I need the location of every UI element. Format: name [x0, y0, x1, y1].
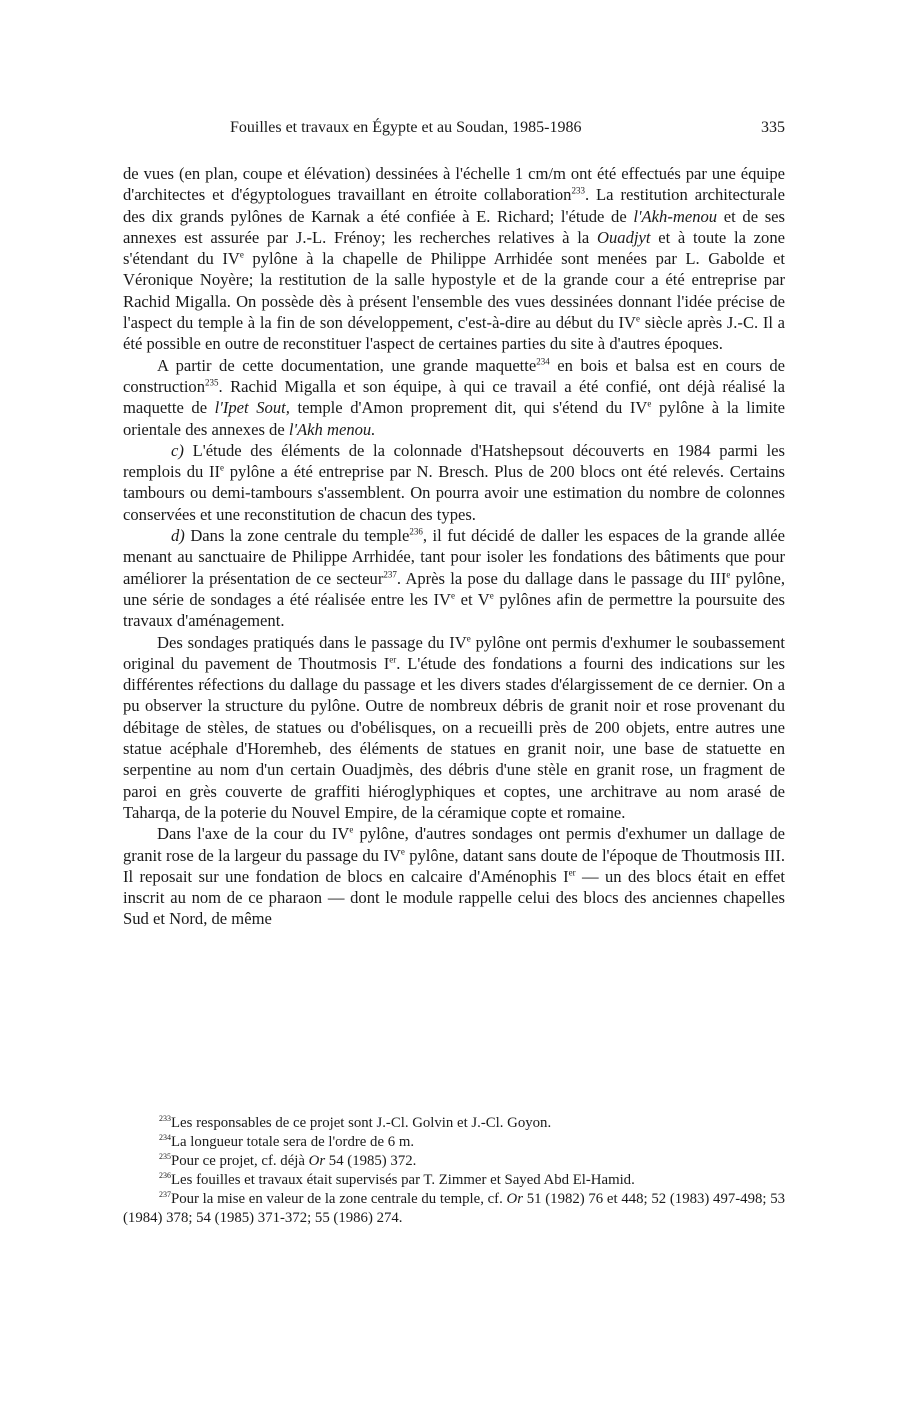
- page-number: 335: [761, 119, 785, 136]
- text-run: en bois et balsa est en cours de construction: [123, 355, 785, 396]
- text-run: 54 (1985) 372.: [325, 1153, 417, 1169]
- footnote-234: [123, 1133, 785, 1152]
- text-run: Les responsables de ce projet sont J.-Cl. Golvin et J.-Cl. Goyon.: [171, 1115, 552, 1131]
- text-run: pylône a été entreprise par N. Bresch. Plus de 200 blocs ont été relevés. Certains tambours ou demi-tambours s'assemblent. On pourra avoir une estimation du nombre de colonnes conservées et une reconstitution de chacun des types.: [123, 462, 785, 524]
- superscript: 234: [536, 356, 550, 367]
- text-run: pylône, d'autres sondages ont permis d'exhumer un dallage de granit rose de la largeur du passage du IV: [123, 824, 785, 865]
- body-text: [123, 163, 785, 930]
- superscript: 233: [159, 1114, 171, 1124]
- superscript: 233: [571, 185, 585, 196]
- paragraph-4: [123, 525, 785, 631]
- text-run: Pour la mise en valeur de la zone centrale du temple, cf.: [171, 1191, 507, 1207]
- italic-text: l'Akh menou.: [288, 419, 376, 439]
- footnote-233: [123, 1114, 785, 1133]
- page: [123, 115, 785, 930]
- text-run: . L'étude des fondations a fourni des indications sur les différentes réfections du dallage du passage et les divers stades d'élargissement de ce dernier. On a pu observer la structure du pylône. Outre de nombreux débris de granit noir et rose provenant du débitage de stèles, de statues ou d'obélisques, on a recueilli près de 200 objets, entre autres une statue acéphale d'Horemheb, des éléments de statues en granit noir, une base de statuette en serpentine au nom d'un certain Ouadjmès, des débris d'une stèle en granit rose, un fragment de paroi en grès couverte de graffiti hiéroglyphiques et coptes, une architrave au nom arasé de Taharqa, de la poterie du Nouvel Empire, de la céramique copte et romaine.: [123, 653, 785, 822]
- superscript: e: [489, 590, 494, 601]
- text-run: Dans la zone centrale du temple: [184, 526, 410, 546]
- superscript: e: [220, 462, 225, 473]
- text-run: — un des blocs était en effet inscrit au nom de ce pharaon — dont le module rappelle celui des blocs des anciennes chapelles Sud et Nord, de même: [123, 866, 785, 929]
- superscript: e: [349, 824, 354, 835]
- text-run: pylônes afin de permettre la poursuite des travaux d'aménagement.: [123, 589, 786, 631]
- text-run: et à toute la zone s'étendant du IV: [123, 227, 785, 269]
- text-run: . Après la pose du dallage dans le passage du III: [396, 568, 727, 588]
- text-run: La longueur totale sera de l'ordre de 6 m.: [171, 1134, 415, 1150]
- superscript: er: [389, 654, 397, 665]
- paragraph-1: [123, 163, 785, 355]
- text-run: . Rachid Migalla et son équipe, à qui ce travail a été confié, ont déjà réalisé la maquette de: [123, 376, 785, 418]
- text-run: Dans l'axe de la cour du IV: [157, 824, 350, 844]
- superscript: e: [647, 398, 652, 409]
- text-run: temple d'Amon proprement dit, qui s'étend du IV: [289, 398, 648, 418]
- text-run: A partir de cette documentation, une grande maquette: [157, 355, 537, 375]
- text-run: et de ses annexes est assurée par J.-L. Frénoy; les recherches relatives à la: [123, 206, 785, 247]
- text-run: , il fut décidé de daller les espaces de la grande allée menant au sanctuaire de Philippe Arrhidée, tant pour isoler les fondations des bâtiments que pour améliorer la présentation de ce secteur: [123, 526, 786, 588]
- superscript: 234: [159, 1133, 171, 1143]
- text-run: de vues (en plan, coupe et élévation) dessinées à l'échelle 1 cm/m ont été effectués par une équipe d'architectes et d'égyptologues travaillant en étroite collaboration: [123, 164, 785, 205]
- superscript: er: [568, 867, 576, 878]
- superscript: e: [239, 249, 244, 260]
- text-run: Pour ce projet, cf. déjà: [171, 1153, 309, 1169]
- text-run: . La restitution architecturale des dix grands pylônes de Karnak a été confiée à E. Richard; l'étude de: [123, 185, 785, 226]
- italic-text: d): [171, 526, 185, 546]
- italic-text: Or: [308, 1153, 326, 1169]
- paragraph-6: [123, 823, 785, 929]
- text-run: L'étude des éléments de la colonnade d'Hatshepsout découverts en 1984 parmi les remplois du II: [123, 440, 785, 482]
- running-header: [123, 115, 785, 145]
- text-run: et V: [455, 589, 490, 609]
- superscript: e: [636, 313, 641, 324]
- superscript: e: [400, 845, 405, 856]
- superscript: e: [726, 569, 731, 580]
- paragraph-3: [123, 440, 785, 525]
- text-run: 51 (1982) 76 et 448; 52 (1983) 497-498; 53 (1984) 378; 54 (1985) 371-372; 55 (1986) 274.: [123, 1191, 785, 1226]
- superscript: e: [451, 590, 456, 601]
- italic-text: c): [171, 440, 184, 460]
- text-run: pylône à la limite orientale des annexes de: [123, 398, 785, 439]
- text-run: Les fouilles et travaux était supervisés par T. Zimmer et Sayed Abd El-Hamid.: [171, 1172, 635, 1188]
- italic-text: l'Ipet Sout,: [214, 398, 290, 418]
- text-run: pylône, datant sans doute de l'époque de Thoutmosis III. Il reposait sur une fondation de blocs en calcaire d'Aménophis I: [123, 845, 785, 886]
- italic-text: l'Akh-menou: [633, 206, 718, 226]
- footnote-236: [123, 1171, 785, 1190]
- superscript: 235: [159, 1152, 171, 1162]
- italic-text: Ouadjyt: [597, 227, 651, 247]
- paragraph-5: [123, 632, 785, 824]
- superscript: 237: [159, 1190, 171, 1200]
- text-run: Des sondages pratiqués dans le passage du IV: [157, 632, 467, 652]
- running-title: Fouilles et travaux en Égypte et au Soudan, 1985-1986: [230, 119, 582, 136]
- text-run: pylône, une série de sondages a été réalisée entre les IV: [123, 568, 785, 609]
- superscript: 236: [409, 526, 423, 537]
- italic-text: Or: [506, 1191, 523, 1207]
- superscript: e: [466, 633, 471, 643]
- text-run: siècle après J.-C. Il a été possible en outre de reconstituer l'aspect de certaines parties du site à d'autres époques.: [123, 313, 785, 354]
- paragraph-2: [123, 355, 785, 440]
- footnotes: [123, 1114, 785, 1228]
- text-run: pylône ont permis d'exhumer le soubassement original du pavement de Thoutmosis I: [123, 632, 785, 673]
- text-run: pylône à la chapelle de Philippe Arrhidée sont menées par L. Gabolde et Véronique Noyère; la restitution de la salle hypostyle et de la grande cour a été entreprise par Rachid Migalla. On possède dès à présent l'ensemble des vues dessinées donnant l'idée précise de l'aspect du temple à la fin de son développement, c'est-à-dire au début du IV: [123, 249, 785, 333]
- superscript: 237: [383, 569, 397, 580]
- footnote-235: [123, 1152, 785, 1171]
- footnote-237: [123, 1190, 785, 1228]
- superscript: 236: [159, 1171, 171, 1181]
- superscript: 235: [205, 377, 219, 388]
